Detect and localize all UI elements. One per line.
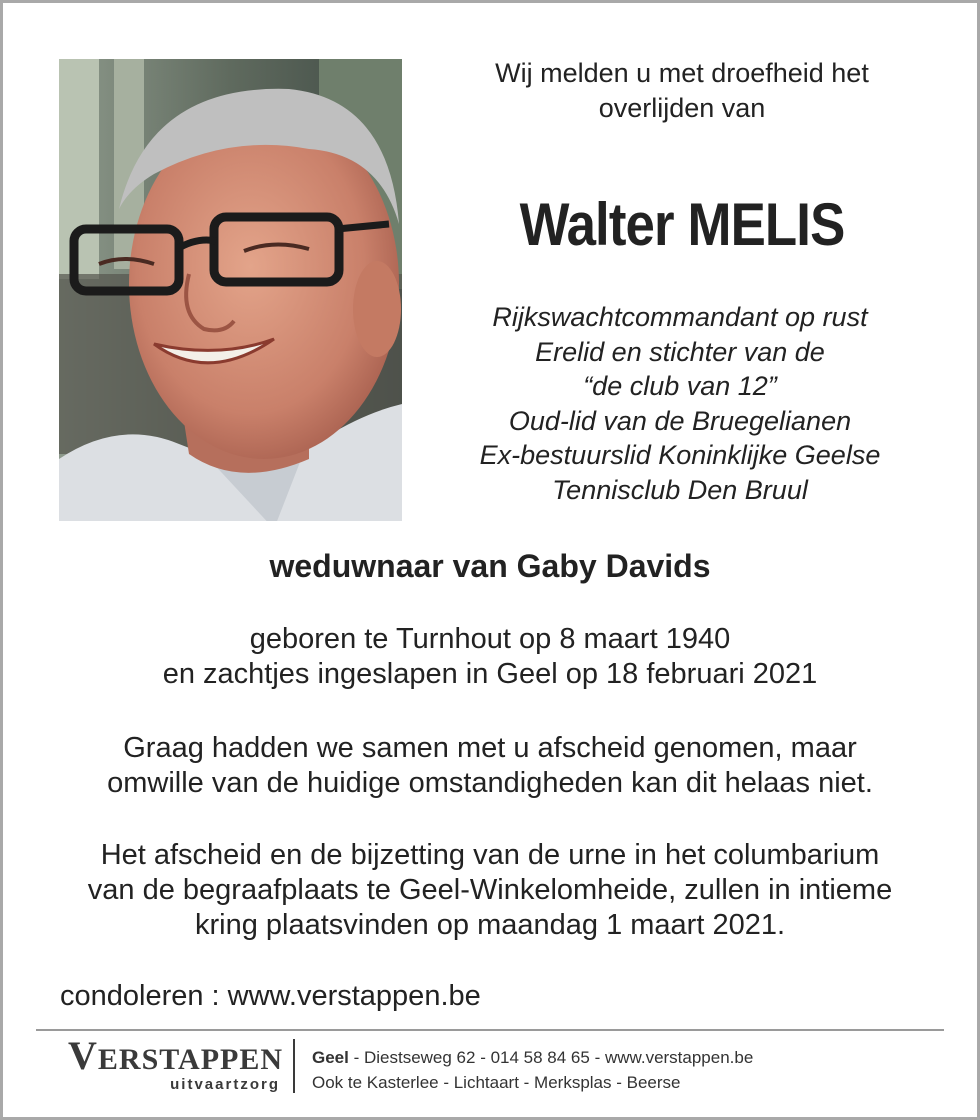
title-line: Rijkswachtcommandant op rust bbox=[492, 302, 868, 332]
ceremony-paragraph bbox=[0, 838, 980, 943]
title-line: Oud-lid van de Bruegelianen bbox=[508, 405, 852, 436]
intro-line: Wij melden u met droefheid het bbox=[495, 58, 869, 88]
title-line: Tennisclub Den Bruul bbox=[552, 474, 808, 505]
title-line: Ex-bestuurslid Koninklijke Geelse bbox=[479, 440, 881, 470]
footer-contact bbox=[312, 1045, 753, 1095]
contact-town: Geel bbox=[312, 1048, 349, 1067]
ceremony-line: kring plaatsvinden op maandag 1 maart 2021. bbox=[194, 909, 786, 941]
title-line: Erelid en stichter van de bbox=[535, 336, 825, 367]
farewell-line: omwille van de huidige omstandigheden kan dit helaas niet. bbox=[107, 767, 873, 799]
announcement-intro bbox=[432, 56, 932, 126]
contact-line bbox=[312, 1045, 753, 1070]
death-line: en zachtjes ingeslapen in Geel op 18 februari 2021 bbox=[162, 658, 818, 690]
birth-line: geboren te Turnhout op 8 maart 1940 bbox=[249, 623, 731, 655]
contact-details[interactable]: - Diestseweg 62 - 014 58 84 65 - www.verstappen.be bbox=[348, 1048, 754, 1067]
farewell-paragraph bbox=[0, 731, 980, 801]
footer-divider bbox=[36, 1029, 944, 1031]
verstappen-logo bbox=[68, 1033, 284, 1098]
intro-line: overlijden van bbox=[598, 93, 766, 123]
logo-separator bbox=[293, 1039, 295, 1093]
logo-subtitle: uitvaartzorg bbox=[170, 1076, 280, 1093]
logo-rest: ERSTAPPEN bbox=[97, 1043, 284, 1076]
deceased-name: Walter MELIS bbox=[519, 191, 845, 258]
portrait-photo bbox=[59, 59, 402, 521]
logo-initial: V bbox=[68, 1033, 98, 1078]
ceremony-line: van de begraafplaats te Geel-Winkelomheide, zullen in intieme bbox=[87, 874, 893, 906]
ceremony-line: Het afscheid en de bijzetting van de urne in het columbarium bbox=[100, 839, 880, 871]
birth-death-paragraph bbox=[0, 622, 980, 692]
logo-wordmark bbox=[68, 1033, 284, 1078]
condolence-link[interactable]: condoleren : www.verstappen.be bbox=[60, 980, 481, 1012]
deceased-titles bbox=[420, 300, 940, 507]
title-line: “de club van 12” bbox=[583, 371, 777, 401]
widower-of: weduwnaar van Gaby Davids bbox=[269, 548, 711, 584]
other-locations: Ook te Kasterlee - Lichtaart - Merksplas - Beerse bbox=[312, 1073, 681, 1092]
farewell-line: Graag hadden we samen met u afscheid genomen, maar bbox=[123, 732, 857, 764]
